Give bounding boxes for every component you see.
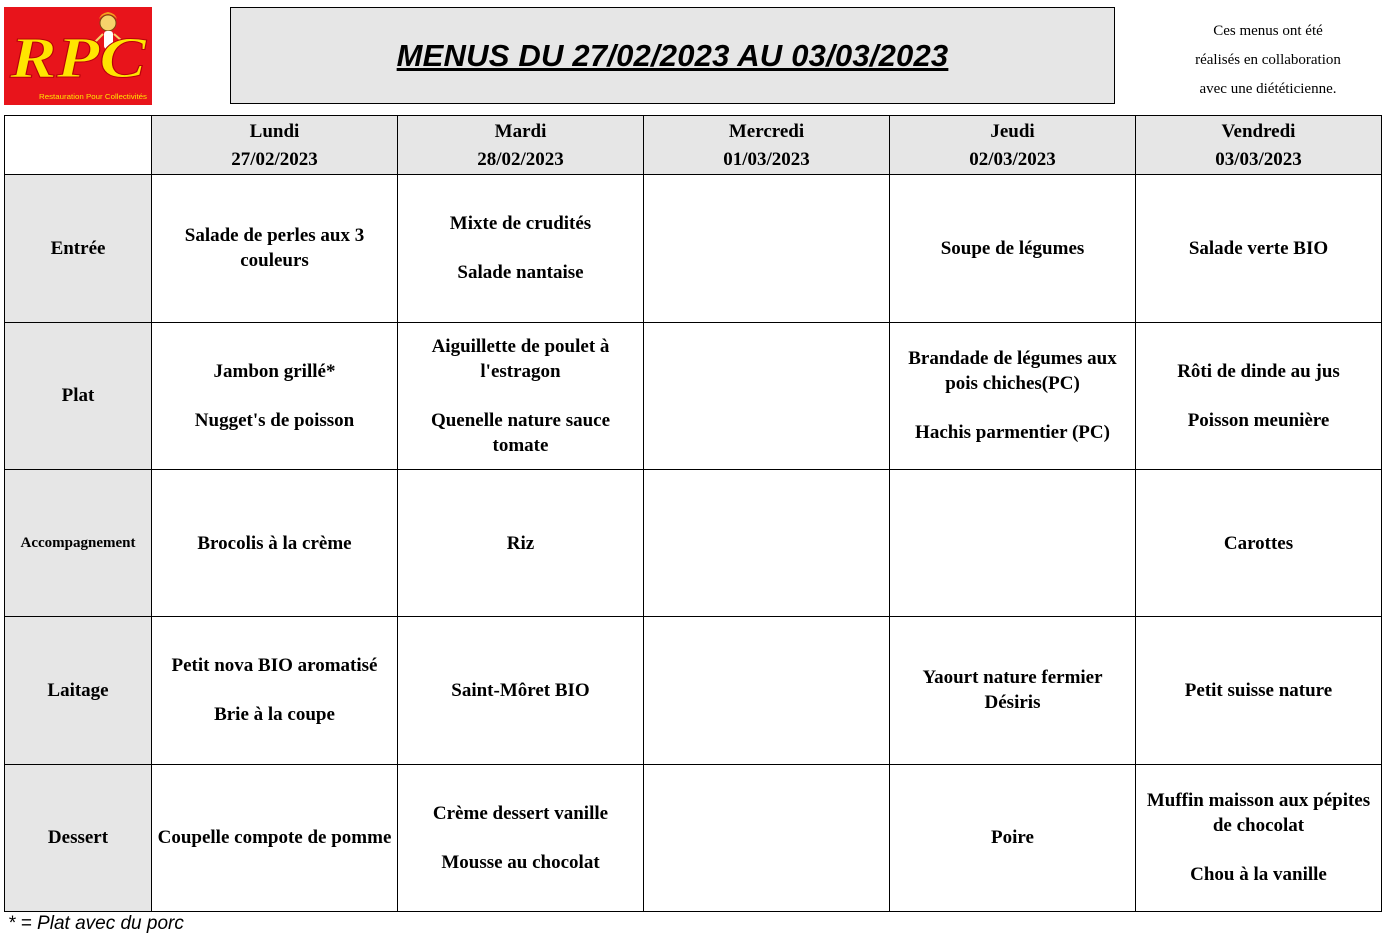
menu-item: Muffin maisson aux pépites de chocolat [1146, 790, 1371, 837]
menu-item: Mixte de crudités [449, 213, 592, 235]
day-header [890, 116, 1136, 175]
logo-graphic [4, 7, 152, 105]
menu-cell [1136, 322, 1382, 469]
menu-cell [1136, 175, 1382, 322]
menu-row-accompagnement [5, 469, 1382, 616]
menu-item: Yaourt nature fermier Désiris [922, 667, 1103, 714]
menu-cell [152, 764, 398, 911]
menu-item: Aiguillette de poulet à l'estragon [431, 335, 610, 382]
note-line: Ces menus ont été [1213, 23, 1323, 39]
menu-item: Petit suisse nature [1184, 679, 1333, 701]
day-header [152, 116, 398, 175]
category-label: Laitage [5, 617, 152, 764]
menu-item: Salade de perles aux 3 couleurs [184, 225, 365, 272]
logo [4, 7, 152, 105]
menu-item: Brandade de légumes aux pois chiches(PC) [908, 348, 1117, 395]
menu-item: Poire [991, 827, 1034, 849]
day-name: Vendredi [1221, 121, 1296, 142]
note-line: réalisés en collaboration [1195, 52, 1341, 68]
menu-row-laitage [5, 617, 1382, 764]
day-date: 27/02/2023 [231, 149, 318, 170]
menu-item: Poisson meunière [1187, 409, 1330, 431]
page-title: MENUS DU 27/02/2023 AU 03/03/2023 [396, 37, 949, 73]
menu-cell-empty [644, 469, 890, 616]
menu-cell [398, 322, 644, 469]
menu-cell [890, 322, 1136, 469]
menu-item: Brocolis à la crème [197, 532, 352, 554]
menu-cell-empty [890, 469, 1136, 616]
menu-item: Carottes [1223, 532, 1294, 554]
title-box [230, 7, 1115, 104]
category-label: Accompagnement [5, 469, 152, 616]
dietitian-note [1150, 17, 1386, 104]
menu-cell-empty [644, 175, 890, 322]
menu-cell [152, 175, 398, 322]
footnote: * = Plat avec du porc [8, 913, 184, 934]
menu-item: Rôti de dinde au jus [1177, 360, 1340, 382]
day-name: Jeudi [990, 121, 1035, 142]
menu-item: Quenelle nature sauce tomate [430, 409, 611, 456]
menu-item: Saint-Môret BIO [451, 679, 590, 701]
day-name: Mardi [494, 121, 547, 142]
category-label: Plat [5, 322, 152, 469]
note-line: avec une diététicienne. [1199, 81, 1337, 97]
day-date: 02/03/2023 [969, 149, 1056, 170]
menu-row-plat [5, 322, 1382, 469]
menu-cell [152, 322, 398, 469]
menu-item: Chou à la vanille [1190, 864, 1327, 886]
menu-cell [398, 469, 644, 616]
menu-cell [890, 617, 1136, 764]
day-name: Lundi [249, 121, 300, 142]
menu-cell [890, 175, 1136, 322]
menu-item: Petit nova BIO aromatisé [171, 655, 378, 677]
menu-cell-empty [644, 322, 890, 469]
day-header [644, 116, 890, 175]
category-label: Dessert [5, 764, 152, 911]
menu-item: Nugget's de poisson [194, 409, 355, 431]
menu-cell-empty [644, 764, 890, 911]
menu-item: Salade verte BIO [1188, 237, 1329, 259]
menu-cell [1136, 469, 1382, 616]
menu-item: Crème dessert vanille [432, 802, 609, 824]
category-label: Entrée [5, 175, 152, 322]
header-row [5, 116, 1382, 175]
day-date: 03/03/2023 [1215, 149, 1302, 170]
logo-letters: RPC [8, 25, 148, 90]
day-header [1136, 116, 1382, 175]
menu-item: Hachis parmentier (PC) [915, 422, 1110, 444]
menu-item: Salade nantaise [457, 262, 584, 284]
menu-cell [152, 617, 398, 764]
menu-item: Coupelle compote de pomme [157, 827, 392, 849]
corner-cell [5, 116, 152, 175]
menu-cell [1136, 617, 1382, 764]
menu-row-entree [5, 175, 1382, 322]
menu-cell [1136, 764, 1382, 911]
menu-cell-empty [644, 617, 890, 764]
menu-cell [398, 764, 644, 911]
menu-cell [890, 764, 1136, 911]
menu-item: Riz [506, 532, 535, 554]
day-header [398, 116, 644, 175]
logo-tagline: Restauration Pour Collectivités [39, 92, 148, 101]
menu-cell [398, 175, 644, 322]
day-name: Mercredi [728, 121, 805, 142]
menu-item: Jambon grillé* [213, 360, 336, 382]
menu-item: Soupe de légumes [940, 237, 1085, 259]
day-date: 28/02/2023 [477, 149, 564, 170]
menu-table [4, 115, 1382, 912]
menu-cell [398, 617, 644, 764]
menu-row-dessert [5, 764, 1382, 911]
menu-item: Mousse au chocolat [441, 851, 600, 873]
menu-cell [152, 469, 398, 616]
day-date: 01/03/2023 [723, 149, 810, 170]
menu-item: Brie à la coupe [214, 704, 335, 726]
